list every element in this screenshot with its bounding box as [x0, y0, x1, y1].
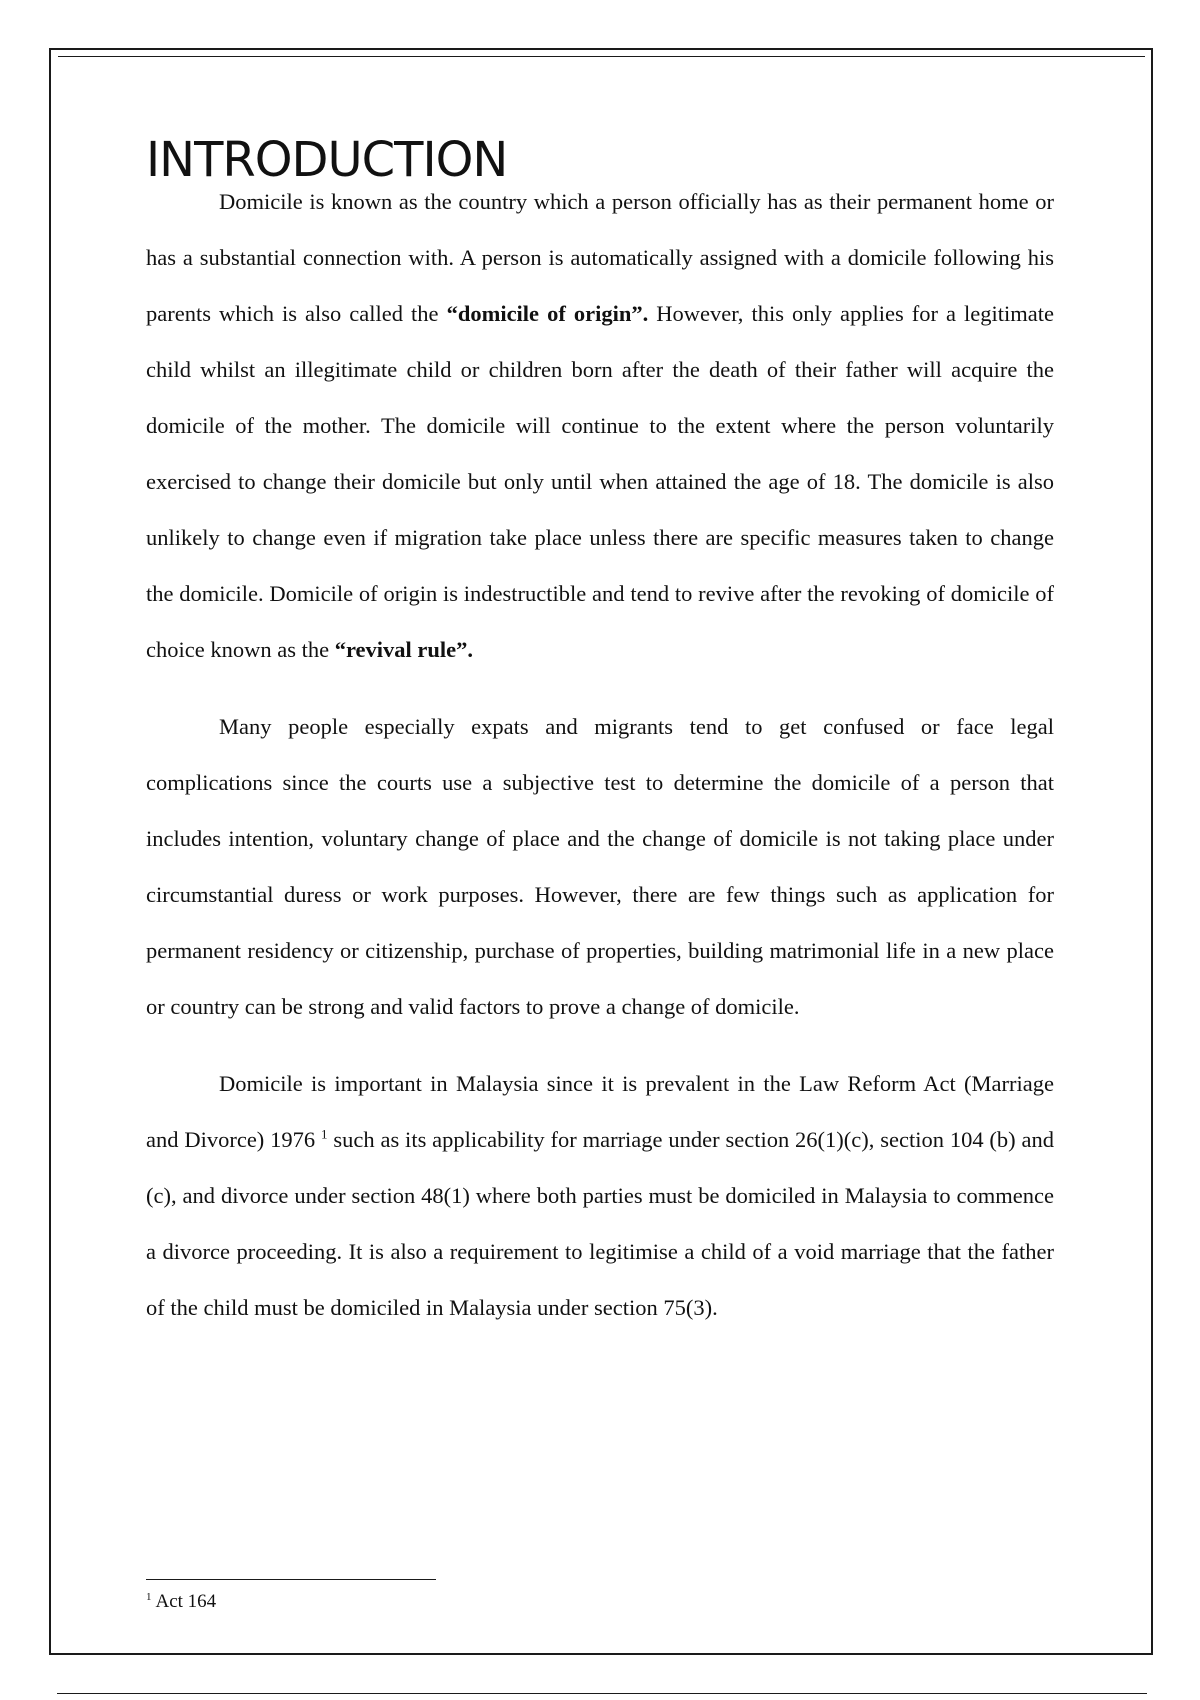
paragraph-text: such as its applicability for marriage under section 26(1)(c), section 104 (b) and (c), and divorce under section 48(1) where both parties must be domiciled in Malaysia to commence a divorce proceeding. It is also a requirement to legitimise a child of a void marriage that the father of the child must be domiciled in Malaysia under section 75(3).	[146, 1127, 1055, 1320]
term-revival-rule: “revival rule”.	[334, 637, 474, 662]
page-border-top-rule	[58, 56, 1145, 57]
paragraph-expats-migrants: Many people especially expats and migrants tend to get confused or face legal complications since the courts use a subjective test to determine the domicile of a person that includes intention, voluntary change of place and the change of domicile is not taking place under circumstantial duress or work purposes. However, there are few things such as application for permanent residency or citizenship, purchase of properties, building matrimonial life in a new place or country can be strong and valid factors to prove a change of domicile.	[146, 714, 1054, 1019]
paragraph-text: Domicile is known as the country which a person officially has as their permanent home or has a substantial connection with. A person is automatically assigned with a domicile following his parents which is also called the	[146, 189, 1054, 326]
footnote-text: Act 164	[155, 1591, 217, 1612]
paragraph-domicile-definition	[146, 174, 1054, 678]
footnote-separator	[146, 1579, 436, 1580]
footnote-reference[interactable]: 1	[321, 1126, 328, 1142]
paragraph-malaysia-law	[146, 1056, 1054, 1336]
term-domicile-of-origin: “domicile of origin”.	[446, 301, 649, 326]
paragraph-text: Domicile is important in Malaysia since it is prevalent in the Law Reform Act (Marriage and Divorce) 1976	[146, 1071, 1054, 1152]
paragraph-text: However, this only applies for a legitimate child whilst an illegitimate child or children born after the death of their father will acquire the domicile of the mother. The domicile will continue to the extent where the person voluntarily exercised to change their domicile but only until when attained the age of 18. The domicile is also unlikely to change even if migration take place unless there are specific measures taken to change the domicile. Domicile of origin is indestructible and tend to revive after the revoking of domicile of choice known as the	[146, 301, 1054, 662]
document-body	[146, 132, 1054, 1336]
footnote	[146, 1590, 216, 1614]
bottom-rule	[57, 1693, 1147, 1694]
footnote-mark: 1	[146, 1590, 152, 1603]
section-heading: INTRODUCTION	[146, 132, 508, 188]
